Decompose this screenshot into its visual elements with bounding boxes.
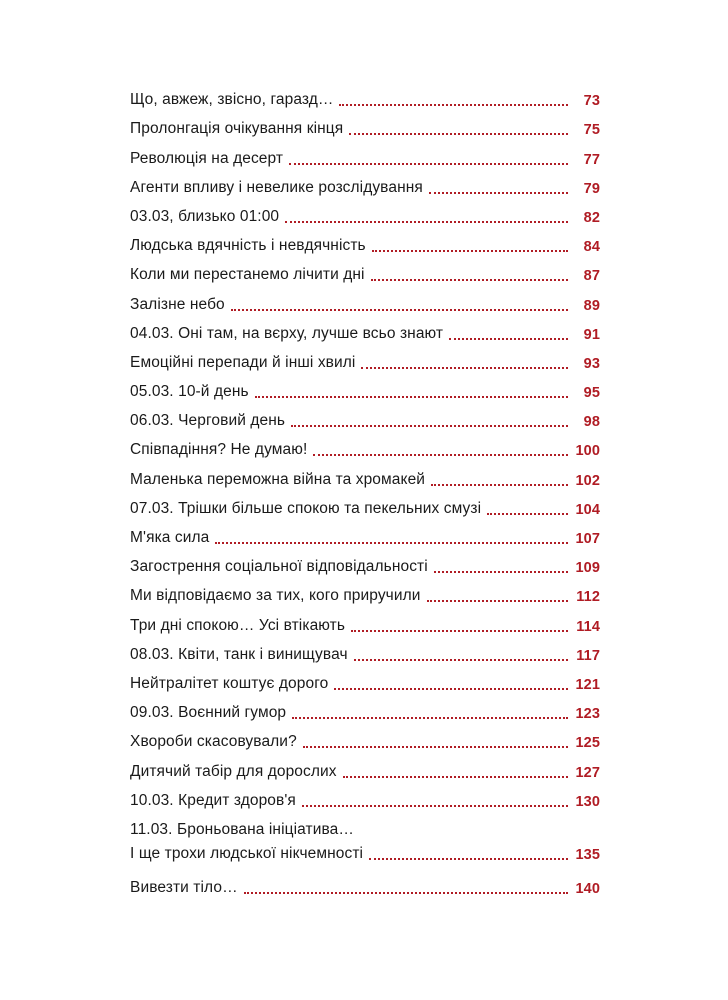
toc-entry-title: Маленька переможна війна та хромакей: [130, 470, 426, 488]
toc-entry[interactable]: [130, 80, 600, 109]
toc-entry-title: Загострення соціальної відповідальності: [130, 558, 428, 576]
toc-entry[interactable]: [130, 430, 600, 459]
dot-leader: [372, 250, 568, 252]
toc-entry[interactable]: [130, 226, 600, 255]
toc-entry[interactable]: [130, 138, 600, 167]
toc-page-number: 102: [575, 472, 600, 489]
toc-page-number: 91: [583, 326, 600, 343]
dot-leader: [434, 571, 568, 573]
toc-entry[interactable]: [130, 255, 600, 284]
toc-entry[interactable]: [130, 284, 600, 313]
toc-page-number: 123: [575, 706, 600, 723]
dot-leader: [285, 221, 568, 223]
dot-leader: [313, 454, 568, 456]
toc-page-number: 82: [583, 209, 600, 226]
toc-entry-title: 05.03. 10-й день: [130, 383, 249, 401]
toc-entry[interactable]: [130, 868, 600, 897]
toc-entry[interactable]: [130, 751, 600, 780]
toc-entry[interactable]: [130, 343, 600, 372]
toc-entry[interactable]: [130, 635, 600, 664]
toc-entry-title: Ми відповідаємо за тих, кого приручили: [130, 587, 421, 605]
toc-entry-title: М'яка сила: [130, 529, 210, 546]
dot-leader: [487, 513, 568, 515]
toc-entry-title: Хвороби скасовували?: [130, 733, 297, 751]
dot-leader: [215, 542, 568, 544]
toc-page-number: 75: [583, 122, 600, 139]
toc-page-number: 109: [575, 560, 600, 577]
toc-entry-title-line1: 11.03. Броньована ініціатива…: [130, 820, 354, 838]
toc-page-number: 121: [575, 676, 600, 693]
toc-entry[interactable]: [130, 576, 600, 605]
dot-leader: [255, 396, 568, 398]
toc-entry-title: Співпадіння? Не думаю!: [130, 441, 308, 459]
dot-leader: [349, 133, 568, 135]
dot-leader: [371, 279, 568, 281]
toc-page-number: 117: [576, 647, 600, 664]
toc-entry[interactable]: [130, 372, 600, 401]
toc-entry-title: Революція на десерт: [130, 149, 284, 167]
toc-entry-title: Вивезти тіло…: [130, 879, 238, 897]
toc-page-number: 77: [583, 151, 600, 168]
dot-leader: [303, 746, 568, 748]
dot-leader: [292, 717, 568, 719]
dot-leader: [361, 367, 568, 369]
toc-page-number: 98: [583, 414, 600, 431]
toc-page-number: 79: [583, 180, 600, 197]
toc-entry[interactable]: [130, 722, 600, 751]
toc-entry[interactable]: [130, 109, 600, 138]
toc-entry-title: Коли ми перестанемо лічити дні: [130, 266, 365, 284]
dot-leader: [334, 688, 568, 690]
toc-page-number: 125: [575, 735, 600, 752]
dot-leader: [449, 338, 568, 340]
toc-entry-title: Нейтралітет коштує дорого: [130, 674, 329, 692]
toc-entry-title: Дитячий табір для дорослих: [130, 762, 337, 780]
toc-page-number: 100: [575, 443, 600, 460]
toc-page-number: 104: [575, 501, 600, 518]
dot-leader: [431, 484, 568, 486]
toc-entry[interactable]: [130, 314, 600, 343]
toc-page-number: 84: [583, 239, 600, 256]
dot-leader: [354, 659, 568, 661]
table-of-contents: [130, 80, 600, 897]
dot-leader: [289, 163, 568, 165]
dot-leader: [231, 309, 568, 311]
toc-entry[interactable]: [130, 459, 600, 488]
toc-entry-title: Пролонгація очікування кінця: [130, 120, 344, 138]
toc-page-number: 130: [575, 793, 600, 810]
dot-leader: [369, 858, 568, 860]
dot-leader: [429, 192, 568, 194]
dot-leader: [302, 805, 568, 807]
toc-page-number: 107: [575, 531, 600, 547]
toc-entry-title: Людська вдячність і невдячність: [130, 237, 366, 255]
toc-entry-title: Емоційні перепади й інші хвилі: [130, 353, 356, 371]
toc-page-number: 127: [575, 764, 600, 781]
toc-entry-title-line2: І ще трохи людської нікчемності: [130, 844, 364, 862]
dot-leader: [291, 425, 568, 427]
toc-entry-title: 10.03. Кредит здоров'я: [130, 791, 296, 809]
dot-leader: [339, 104, 568, 106]
toc-entry[interactable]: [130, 781, 600, 810]
toc-page-number: 135: [575, 846, 600, 863]
toc-entry-title: Три дні спокою… Усі втікають: [130, 616, 346, 634]
toc-entry[interactable]: [130, 197, 600, 226]
dot-leader: [343, 776, 568, 778]
dot-leader: [427, 600, 568, 602]
toc-entry-title: 04.03. Оні там, на вєрху, лучше всьо знают: [130, 324, 444, 342]
toc-entry[interactable]: [130, 693, 600, 722]
toc-entry[interactable]: [130, 401, 600, 430]
toc-entry-title: 09.03. Воєнний гумор: [130, 704, 287, 722]
toc-page-number: 114: [576, 618, 600, 635]
toc-entry-title: Що, авжеж, звісно, гаразд…: [130, 91, 334, 109]
toc-entry[interactable]: [130, 489, 600, 518]
toc-entry-title: 08.03. Квіти, танк і винищувач: [130, 645, 348, 663]
toc-entry-multiline[interactable]: [130, 810, 600, 868]
toc-page-number: 73: [583, 93, 600, 110]
toc-entry-title: 06.03. Черговий день: [130, 412, 286, 430]
toc-entry[interactable]: [130, 605, 600, 634]
toc-page-number: 112: [576, 589, 600, 606]
toc-entry-title: Агенти впливу і невелике розслідування: [130, 178, 423, 196]
toc-entry[interactable]: [130, 168, 600, 197]
toc-page-number: 87: [583, 268, 600, 285]
toc-page-number: 93: [583, 355, 600, 372]
toc-entry-title: 03.03, близько 01:00: [130, 207, 280, 225]
toc-entry-title: Залізне небо: [130, 295, 225, 313]
toc-page-number: 89: [583, 297, 600, 314]
toc-entry[interactable]: [130, 547, 600, 576]
toc-entry[interactable]: [130, 664, 600, 693]
toc-page-number: 140: [575, 881, 600, 898]
dot-leader: [351, 630, 568, 632]
toc-page-number: 95: [583, 385, 600, 402]
toc-entry[interactable]: [130, 518, 600, 547]
dot-leader: [244, 892, 568, 894]
toc-entry-title: 07.03. Трішки більше спокою та пекельних смузі: [130, 499, 482, 517]
